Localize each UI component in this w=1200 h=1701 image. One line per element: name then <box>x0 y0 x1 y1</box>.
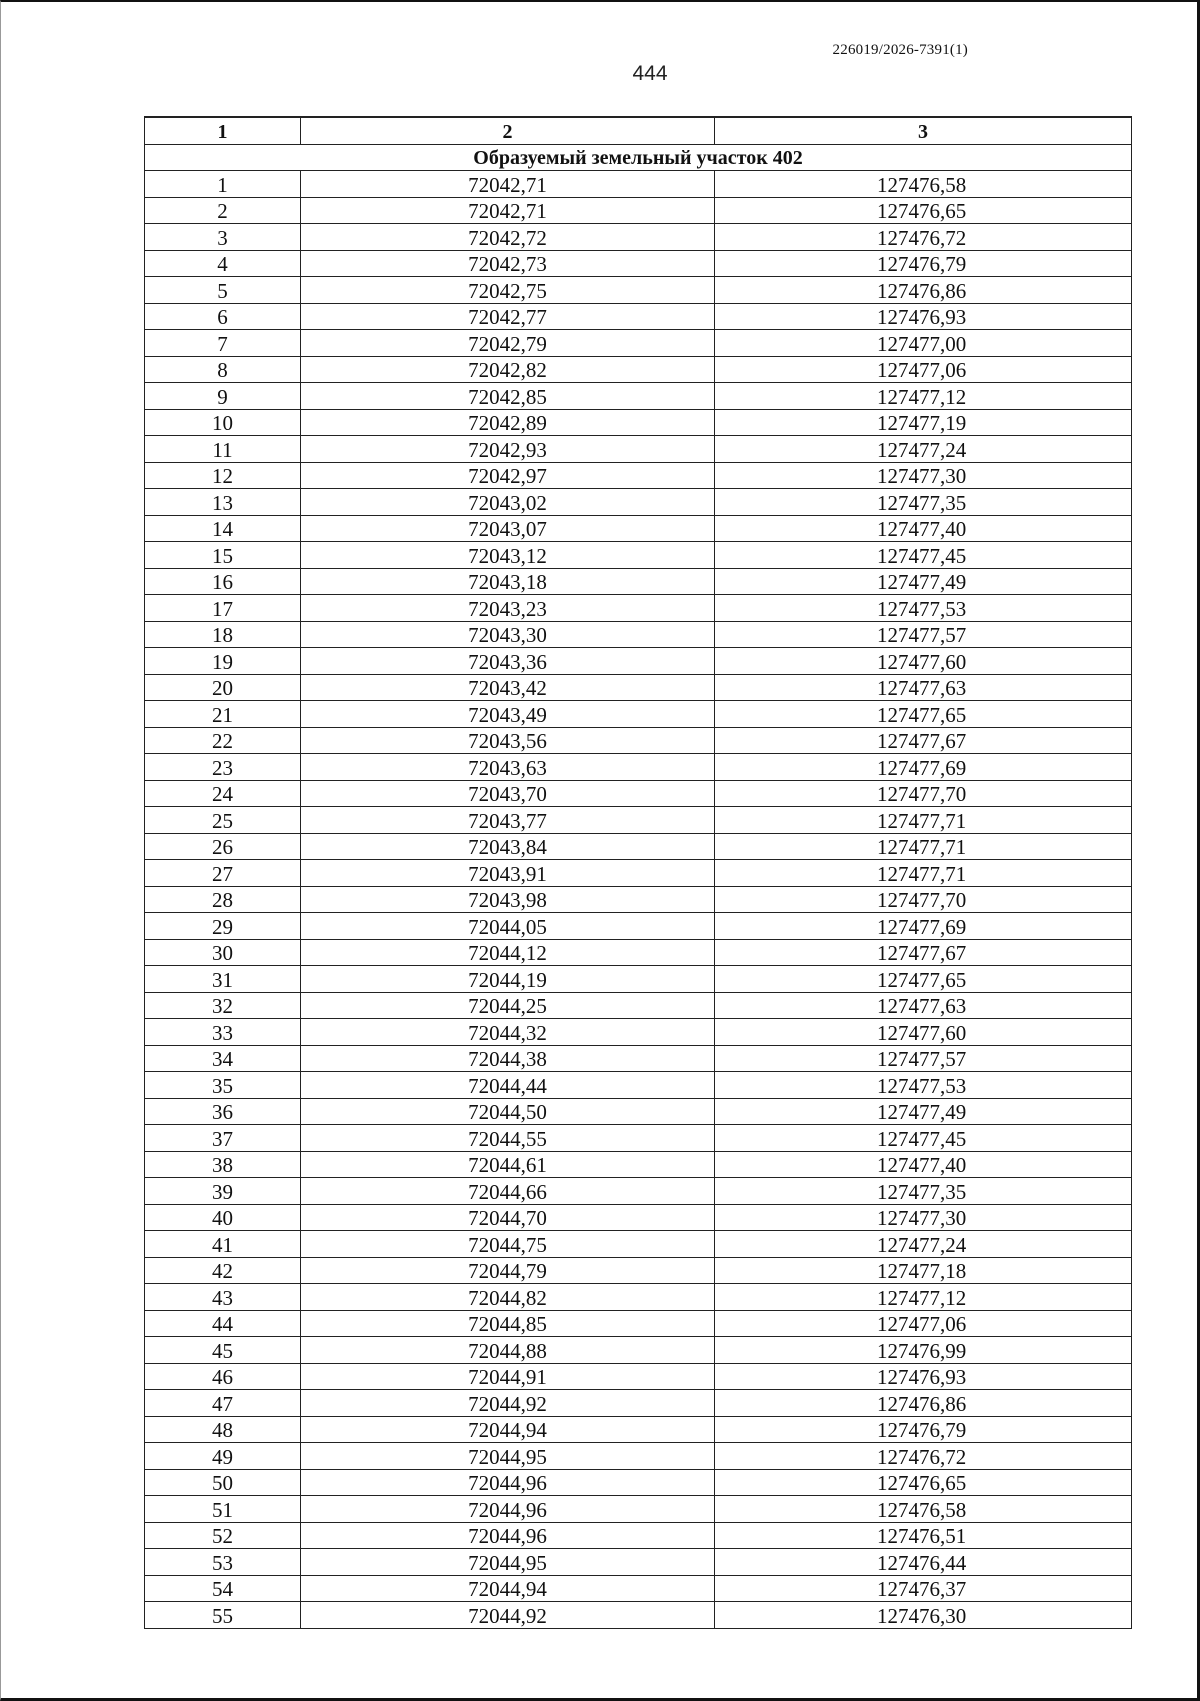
coord-y-cell: 127477,67 <box>715 939 1132 966</box>
point-number-cell: 28 <box>145 886 301 913</box>
coord-x-cell: 72042,82 <box>301 356 715 383</box>
coord-y-cell: 127476,51 <box>715 1522 1132 1549</box>
point-number-cell: 3 <box>145 224 301 251</box>
coord-x-cell: 72044,94 <box>301 1416 715 1443</box>
table-row <box>145 1257 1132 1284</box>
point-number-cell: 23 <box>145 754 301 781</box>
point-number-cell: 55 <box>145 1602 301 1629</box>
point-number-cell: 1 <box>145 171 301 198</box>
coord-x-cell: 72042,93 <box>301 436 715 463</box>
point-number-cell: 47 <box>145 1390 301 1417</box>
column-header-3: 3 <box>715 117 1132 144</box>
coord-y-cell: 127476,37 <box>715 1575 1132 1602</box>
coord-y-cell: 127476,79 <box>715 250 1132 277</box>
coord-y-cell: 127477,70 <box>715 886 1132 913</box>
coord-y-cell: 127477,24 <box>715 1231 1132 1258</box>
coord-x-cell: 72044,88 <box>301 1337 715 1364</box>
table-row <box>145 1469 1132 1496</box>
coord-x-cell: 72044,44 <box>301 1072 715 1099</box>
point-number-cell: 10 <box>145 409 301 436</box>
point-number-cell: 12 <box>145 462 301 489</box>
table-row <box>145 1496 1132 1523</box>
coord-x-cell: 72044,38 <box>301 1045 715 1072</box>
coord-x-cell: 72043,98 <box>301 886 715 913</box>
coord-y-cell: 127477,63 <box>715 992 1132 1019</box>
table-row <box>145 462 1132 489</box>
coord-x-cell: 72043,07 <box>301 515 715 542</box>
table-row <box>145 568 1132 595</box>
coord-x-cell: 72042,75 <box>301 277 715 304</box>
point-number-cell: 21 <box>145 701 301 728</box>
table-row <box>145 1337 1132 1364</box>
table-row <box>145 171 1132 198</box>
table-row <box>145 1098 1132 1125</box>
table-row <box>145 303 1132 330</box>
coord-y-cell: 127477,49 <box>715 1098 1132 1125</box>
table-row <box>145 409 1132 436</box>
table-row <box>145 595 1132 622</box>
coord-x-cell: 72044,12 <box>301 939 715 966</box>
document-number: 226019/2026-7391(1) <box>832 42 968 58</box>
coord-y-cell: 127477,65 <box>715 701 1132 728</box>
coord-y-cell: 127477,53 <box>715 595 1132 622</box>
point-number-cell: 36 <box>145 1098 301 1125</box>
coord-y-cell: 127477,24 <box>715 436 1132 463</box>
point-number-cell: 6 <box>145 303 301 330</box>
coord-x-cell: 72042,85 <box>301 383 715 410</box>
coord-y-cell: 127477,18 <box>715 1257 1132 1284</box>
table-row <box>145 939 1132 966</box>
point-number-cell: 4 <box>145 250 301 277</box>
coord-y-cell: 127477,30 <box>715 462 1132 489</box>
point-number-cell: 22 <box>145 727 301 754</box>
coord-x-cell: 72044,55 <box>301 1125 715 1152</box>
coord-x-cell: 72042,73 <box>301 250 715 277</box>
column-header-1: 1 <box>145 117 301 144</box>
coord-y-cell: 127477,06 <box>715 356 1132 383</box>
coord-x-cell: 72043,70 <box>301 780 715 807</box>
coord-x-cell: 72042,72 <box>301 224 715 251</box>
coord-y-cell: 127477,57 <box>715 621 1132 648</box>
point-number-cell: 19 <box>145 648 301 675</box>
coord-x-cell: 72043,49 <box>301 701 715 728</box>
coord-x-cell: 72044,92 <box>301 1390 715 1417</box>
point-number-cell: 7 <box>145 330 301 357</box>
coord-y-cell: 127477,71 <box>715 833 1132 860</box>
point-number-cell: 32 <box>145 992 301 1019</box>
coord-x-cell: 72043,12 <box>301 542 715 569</box>
coord-y-cell: 127477,45 <box>715 1125 1132 1152</box>
coord-y-cell: 127477,71 <box>715 860 1132 887</box>
column-header-2: 2 <box>301 117 715 144</box>
coord-x-cell: 72043,63 <box>301 754 715 781</box>
point-number-cell: 39 <box>145 1178 301 1205</box>
page-number: 444 <box>632 62 668 85</box>
coord-y-cell: 127476,30 <box>715 1602 1132 1629</box>
coord-x-cell: 72044,91 <box>301 1363 715 1390</box>
coord-x-cell: 72042,79 <box>301 330 715 357</box>
table-row <box>145 515 1132 542</box>
coord-x-cell: 72044,82 <box>301 1284 715 1311</box>
table-row <box>145 330 1132 357</box>
coord-y-cell: 127477,70 <box>715 780 1132 807</box>
point-number-cell: 20 <box>145 674 301 701</box>
point-number-cell: 11 <box>145 436 301 463</box>
table-row <box>145 1125 1132 1152</box>
coord-x-cell: 72044,96 <box>301 1469 715 1496</box>
coord-x-cell: 72042,71 <box>301 171 715 198</box>
table-row <box>145 1284 1132 1311</box>
section-title: Образуемый земельный участок 402 <box>145 144 1132 171</box>
point-number-cell: 15 <box>145 542 301 569</box>
coord-x-cell: 72042,89 <box>301 409 715 436</box>
coord-x-cell: 72044,61 <box>301 1151 715 1178</box>
coord-y-cell: 127477,35 <box>715 489 1132 516</box>
point-number-cell: 46 <box>145 1363 301 1390</box>
coord-y-cell: 127477,71 <box>715 807 1132 834</box>
coord-x-cell: 72043,23 <box>301 595 715 622</box>
coord-x-cell: 72043,36 <box>301 648 715 675</box>
point-number-cell: 30 <box>145 939 301 966</box>
point-number-cell: 9 <box>145 383 301 410</box>
table-row <box>145 250 1132 277</box>
point-number-cell: 29 <box>145 913 301 940</box>
coord-y-cell: 127477,45 <box>715 542 1132 569</box>
table-row <box>145 727 1132 754</box>
point-number-cell: 38 <box>145 1151 301 1178</box>
coord-x-cell: 72044,66 <box>301 1178 715 1205</box>
table-header-row <box>145 117 1132 144</box>
table-row <box>145 489 1132 516</box>
point-number-cell: 34 <box>145 1045 301 1072</box>
table-row <box>145 621 1132 648</box>
coord-x-cell: 72043,30 <box>301 621 715 648</box>
section-title-row <box>145 144 1132 171</box>
point-number-cell: 45 <box>145 1337 301 1364</box>
coord-y-cell: 127477,40 <box>715 1151 1132 1178</box>
coord-y-cell: 127477,00 <box>715 330 1132 357</box>
point-number-cell: 52 <box>145 1522 301 1549</box>
point-number-cell: 44 <box>145 1310 301 1337</box>
coord-y-cell: 127476,58 <box>715 1496 1132 1523</box>
table-row <box>145 674 1132 701</box>
table-row <box>145 833 1132 860</box>
point-number-cell: 24 <box>145 780 301 807</box>
point-number-cell: 5 <box>145 277 301 304</box>
point-number-cell: 16 <box>145 568 301 595</box>
point-number-cell: 53 <box>145 1549 301 1576</box>
table-row <box>145 277 1132 304</box>
coord-x-cell: 72044,05 <box>301 913 715 940</box>
coord-x-cell: 72044,50 <box>301 1098 715 1125</box>
coord-y-cell: 127477,69 <box>715 754 1132 781</box>
table-row <box>145 436 1132 463</box>
point-number-cell: 41 <box>145 1231 301 1258</box>
table-row <box>145 1416 1132 1443</box>
coordinates-table <box>144 116 1132 1629</box>
table-row <box>145 224 1132 251</box>
table-row <box>145 1045 1132 1072</box>
table-row <box>145 913 1132 940</box>
coord-y-cell: 127476,65 <box>715 197 1132 224</box>
coord-x-cell: 72044,92 <box>301 1602 715 1629</box>
coord-y-cell: 127477,30 <box>715 1204 1132 1231</box>
point-number-cell: 26 <box>145 833 301 860</box>
table-row <box>145 860 1132 887</box>
table-row <box>145 1151 1132 1178</box>
point-number-cell: 49 <box>145 1443 301 1470</box>
coord-x-cell: 72042,71 <box>301 197 715 224</box>
coord-y-cell: 127477,69 <box>715 913 1132 940</box>
table-row <box>145 197 1132 224</box>
coord-x-cell: 72044,94 <box>301 1575 715 1602</box>
table-body <box>145 144 1132 1628</box>
coord-x-cell: 72042,77 <box>301 303 715 330</box>
table-row <box>145 542 1132 569</box>
coord-x-cell: 72043,77 <box>301 807 715 834</box>
coord-y-cell: 127476,99 <box>715 1337 1132 1364</box>
table-row <box>145 1019 1132 1046</box>
coord-y-cell: 127477,40 <box>715 515 1132 542</box>
coord-y-cell: 127477,53 <box>715 1072 1132 1099</box>
point-number-cell: 43 <box>145 1284 301 1311</box>
coord-y-cell: 127477,57 <box>715 1045 1132 1072</box>
coord-x-cell: 72044,95 <box>301 1443 715 1470</box>
coord-x-cell: 72043,02 <box>301 489 715 516</box>
table-row <box>145 754 1132 781</box>
coord-x-cell: 72044,19 <box>301 966 715 993</box>
table-row <box>145 1575 1132 1602</box>
coord-y-cell: 127476,72 <box>715 1443 1132 1470</box>
point-number-cell: 35 <box>145 1072 301 1099</box>
table-row <box>145 966 1132 993</box>
point-number-cell: 33 <box>145 1019 301 1046</box>
coord-x-cell: 72044,32 <box>301 1019 715 1046</box>
point-number-cell: 54 <box>145 1575 301 1602</box>
coord-x-cell: 72044,96 <box>301 1496 715 1523</box>
table-row <box>145 1522 1132 1549</box>
coord-x-cell: 72044,79 <box>301 1257 715 1284</box>
coord-x-cell: 72043,84 <box>301 833 715 860</box>
point-number-cell: 13 <box>145 489 301 516</box>
coord-y-cell: 127477,19 <box>715 409 1132 436</box>
coord-y-cell: 127477,67 <box>715 727 1132 754</box>
table-row <box>145 701 1132 728</box>
table-row <box>145 992 1132 1019</box>
table-row <box>145 1390 1132 1417</box>
point-number-cell: 50 <box>145 1469 301 1496</box>
coord-x-cell: 72043,42 <box>301 674 715 701</box>
coord-y-cell: 127476,93 <box>715 303 1132 330</box>
table-row <box>145 1231 1132 1258</box>
coord-x-cell: 72044,85 <box>301 1310 715 1337</box>
table-row <box>145 1443 1132 1470</box>
point-number-cell: 37 <box>145 1125 301 1152</box>
coord-x-cell: 72043,91 <box>301 860 715 887</box>
table-row <box>145 1178 1132 1205</box>
point-number-cell: 42 <box>145 1257 301 1284</box>
coord-y-cell: 127477,12 <box>715 1284 1132 1311</box>
table-row <box>145 807 1132 834</box>
coord-y-cell: 127476,86 <box>715 277 1132 304</box>
coord-x-cell: 72044,96 <box>301 1522 715 1549</box>
point-number-cell: 27 <box>145 860 301 887</box>
coord-x-cell: 72043,56 <box>301 727 715 754</box>
point-number-cell: 51 <box>145 1496 301 1523</box>
coord-y-cell: 127477,65 <box>715 966 1132 993</box>
point-number-cell: 40 <box>145 1204 301 1231</box>
coord-y-cell: 127477,63 <box>715 674 1132 701</box>
coord-y-cell: 127476,86 <box>715 1390 1132 1417</box>
table-row <box>145 383 1132 410</box>
coord-x-cell: 72043,18 <box>301 568 715 595</box>
coord-x-cell: 72042,97 <box>301 462 715 489</box>
coord-y-cell: 127477,12 <box>715 383 1132 410</box>
coord-x-cell: 72044,75 <box>301 1231 715 1258</box>
table-row <box>145 1549 1132 1576</box>
coord-x-cell: 72044,70 <box>301 1204 715 1231</box>
coord-y-cell: 127476,79 <box>715 1416 1132 1443</box>
table-row <box>145 886 1132 913</box>
coord-x-cell: 72044,95 <box>301 1549 715 1576</box>
coord-y-cell: 127477,60 <box>715 1019 1132 1046</box>
table-row <box>145 356 1132 383</box>
coord-y-cell: 127477,35 <box>715 1178 1132 1205</box>
coord-x-cell: 72044,25 <box>301 992 715 1019</box>
point-number-cell: 48 <box>145 1416 301 1443</box>
coord-y-cell: 127477,60 <box>715 648 1132 675</box>
coord-y-cell: 127476,65 <box>715 1469 1132 1496</box>
point-number-cell: 2 <box>145 197 301 224</box>
table-row <box>145 1602 1132 1629</box>
point-number-cell: 17 <box>145 595 301 622</box>
point-number-cell: 25 <box>145 807 301 834</box>
point-number-cell: 31 <box>145 966 301 993</box>
table-row <box>145 648 1132 675</box>
point-number-cell: 18 <box>145 621 301 648</box>
table-row <box>145 1310 1132 1337</box>
table-row <box>145 1204 1132 1231</box>
point-number-cell: 8 <box>145 356 301 383</box>
point-number-cell: 14 <box>145 515 301 542</box>
coord-y-cell: 127477,06 <box>715 1310 1132 1337</box>
coord-y-cell: 127476,72 <box>715 224 1132 251</box>
coord-y-cell: 127476,58 <box>715 171 1132 198</box>
coord-y-cell: 127477,49 <box>715 568 1132 595</box>
table-row <box>145 1072 1132 1099</box>
coord-y-cell: 127476,93 <box>715 1363 1132 1390</box>
coord-y-cell: 127476,44 <box>715 1549 1132 1576</box>
table-row <box>145 1363 1132 1390</box>
table-row <box>145 780 1132 807</box>
